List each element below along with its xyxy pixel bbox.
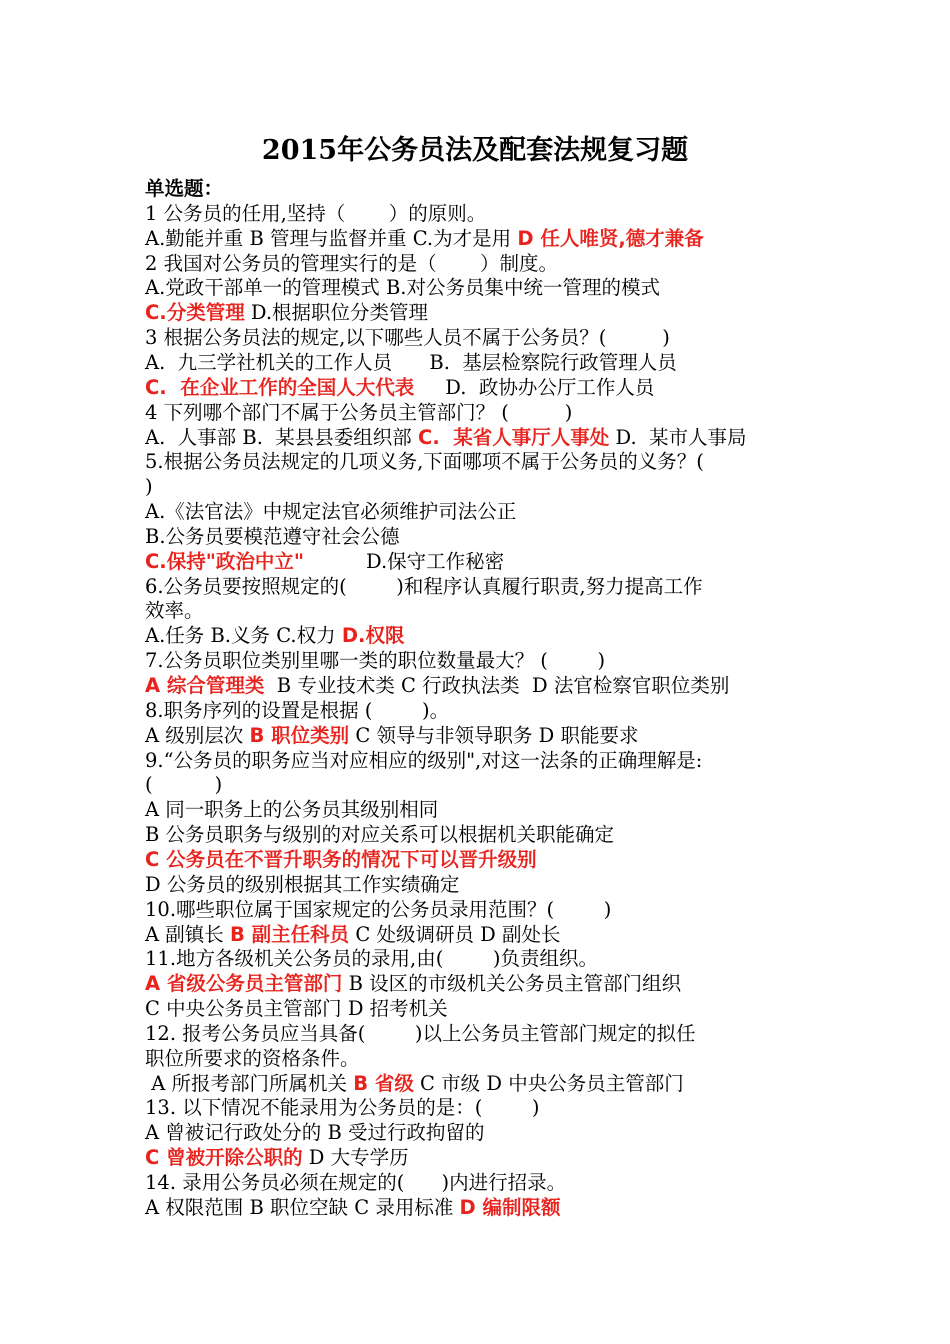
text-line: [145, 648, 832, 673]
line-text: C 处级调研员 D 副处长: [349, 922, 561, 946]
text-line: [145, 1021, 832, 1046]
line-text: A.党政干部单一的管理模式 B.对公务员集中统一管理的模式: [145, 276, 661, 300]
line-text: D 大专学历: [302, 1146, 409, 1170]
line-text: B 设区的市级机关公务员主管部门组织: [342, 972, 682, 996]
text-line: [145, 549, 832, 574]
text-line: [145, 1120, 832, 1145]
text-line: [145, 275, 832, 300]
answer-highlight: C 公务员在不晋升职务的情况下可以晋升级别: [145, 847, 537, 871]
line-text: 职位所要求的资格条件。: [145, 1046, 360, 1070]
answer-highlight: C.保持"政治中立": [145, 549, 305, 573]
text-line: [145, 1145, 832, 1170]
text-line: [145, 400, 832, 425]
text-line: [145, 300, 832, 325]
answer-highlight: C 曾被开除公职的: [145, 1146, 303, 1170]
line-text: A 同一职务上的公务员其级别相同: [145, 798, 439, 822]
text-line: [145, 797, 832, 822]
answer-highlight: D.权限: [341, 624, 405, 648]
line-text: 效率。: [145, 599, 204, 623]
answer-highlight: D 编制限额: [459, 1195, 561, 1219]
text-line: [145, 251, 832, 276]
text-line: [145, 1170, 832, 1195]
line-text: 14. 录用公务员必须在规定的( )内进行招录。: [145, 1171, 567, 1194]
text-line: [145, 872, 832, 897]
line-text: C 市级 D 中央公务员主管部门: [413, 1071, 684, 1095]
text-line: [145, 226, 832, 251]
text-line: [145, 673, 832, 698]
text-line: [145, 1095, 832, 1120]
line-text: 9.“公务员的职务应当对应相应的级别",对这一法条的正确理解是:: [145, 748, 703, 772]
answer-highlight: C. 某省人事厅人事处: [418, 425, 610, 449]
answer-highlight: B 副主任科员: [229, 922, 350, 946]
line-text: D.保守工作秘密: [304, 549, 505, 573]
line-text: ( ): [145, 773, 223, 797]
line-text: 11.地方各级机关公务员的录用,由( )负责组织。: [145, 947, 599, 971]
line-text: A.勤能并重 B 管理与监督并重 C.为才是用: [145, 226, 518, 250]
line-text: A 曾被记行政处分的 B 受过行政拘留的: [145, 1121, 485, 1145]
line-text: 2 我国对公务员的管理实行的是（ ）制度。: [145, 251, 558, 275]
line-text: A 权限范围 B 职位空缺 C 录用标准: [145, 1195, 460, 1219]
line-text: 8.职务序列的设置是根据 ( )。: [145, 698, 450, 722]
line-text: A 副镇长: [145, 922, 230, 946]
text-line: [145, 1195, 832, 1220]
line-text: A 级别层次: [145, 723, 250, 747]
section-heading: [145, 176, 832, 201]
text-line: [145, 598, 832, 623]
text-line: [145, 350, 832, 375]
text-line: [145, 524, 832, 549]
text-line: [145, 623, 832, 648]
answer-highlight: B 省级: [353, 1071, 414, 1095]
text-line: [145, 748, 832, 773]
line-text: 12. 报考公务员应当具备( )以上公务员主管部门规定的拟任: [145, 1021, 696, 1045]
text-line: [145, 772, 832, 797]
document-title: 2015年公务员法及配套法规复习题: [261, 135, 689, 166]
text-line: [145, 449, 832, 474]
answer-highlight: A 综合管理类: [145, 674, 265, 697]
text-line: [145, 897, 832, 922]
line-text: 单选题：: [145, 177, 224, 200]
text-line: [145, 971, 832, 996]
text-line: [145, 996, 832, 1021]
text-line: [145, 698, 832, 723]
line-text: C 领导与非领导职务 D 职能要求: [349, 723, 639, 747]
line-text: B.公务员要模范遵守社会公德: [145, 524, 400, 548]
text-line: [145, 499, 832, 524]
text-line: [145, 1046, 832, 1071]
text-line: [145, 847, 832, 872]
line-text: 7.公务员职位类别里哪一类的职位数量最大？ ( ): [145, 649, 606, 673]
line-text: D. 某市人事局: [609, 425, 747, 449]
line-text: A 所报考部门所属机关: [145, 1071, 354, 1095]
answer-highlight: D 任人唯贤,德才兼备: [517, 226, 704, 250]
line-text: D. 政协办公厅工作人员: [414, 375, 655, 399]
text-line: [145, 723, 832, 748]
text-line: [145, 946, 832, 971]
line-text: B 公务员职务与级别的对应关系可以根据机关职能确定: [145, 823, 615, 847]
text-line: [145, 822, 832, 847]
line-text: D.根据职位分类管理: [244, 301, 429, 325]
text-line: [145, 922, 832, 947]
line-text: ): [145, 475, 153, 499]
answer-highlight: A 省级公务员主管部门: [145, 972, 343, 996]
answer-highlight: C. 在企业工作的全国人大代表: [145, 375, 415, 399]
text-line: [145, 425, 832, 450]
text-line: [145, 201, 832, 226]
line-text: 5.根据公务员法规定的几项义务,下面哪项不属于公务员的义务？(: [145, 450, 704, 474]
line-text: B 专业技术类 C 行政执法类 D 法官检察官职位类别: [264, 674, 730, 697]
line-text: D 公务员的级别根据其工作实绩确定: [145, 872, 460, 896]
text-line: [145, 1071, 832, 1096]
line-text: 13. 以下情况不能录用为公务员的是：( ): [145, 1096, 540, 1120]
line-text: 10.哪些职位属于国家规定的公务员录用范围？( ): [145, 897, 612, 921]
text-line: [145, 574, 832, 599]
line-text: A.《法官法》中规定法官必须维护司法公正: [145, 500, 517, 524]
answer-highlight: B 职位类别: [249, 723, 350, 747]
answer-highlight: C.分类管理: [145, 301, 245, 325]
line-text: A. 九三学社机关的工作人员 B. 基层检察院行政管理人员: [145, 350, 677, 374]
line-text: A.任务 B.义务 C.权力: [145, 624, 342, 648]
line-text: A. 人事部 B. 某县县委组织部: [145, 425, 419, 449]
text-line: [145, 325, 832, 350]
text-line: [145, 474, 832, 499]
line-text: 6.公务员要按照规定的( )和程序认真履行职责,努力提高工作: [145, 574, 703, 598]
line-text: C 中央公务员主管部门 D 招考机关: [145, 997, 448, 1021]
line-text: 4 下列哪个部门不属于公务员主管部门？ ( ): [145, 400, 573, 424]
line-text: 1 公务员的任用,坚持（ ）的原则。: [145, 201, 487, 225]
line-text: 3 根据公务员法的规定,以下哪些人员不属于公务员？( ): [145, 326, 670, 350]
text-line: [145, 375, 832, 400]
